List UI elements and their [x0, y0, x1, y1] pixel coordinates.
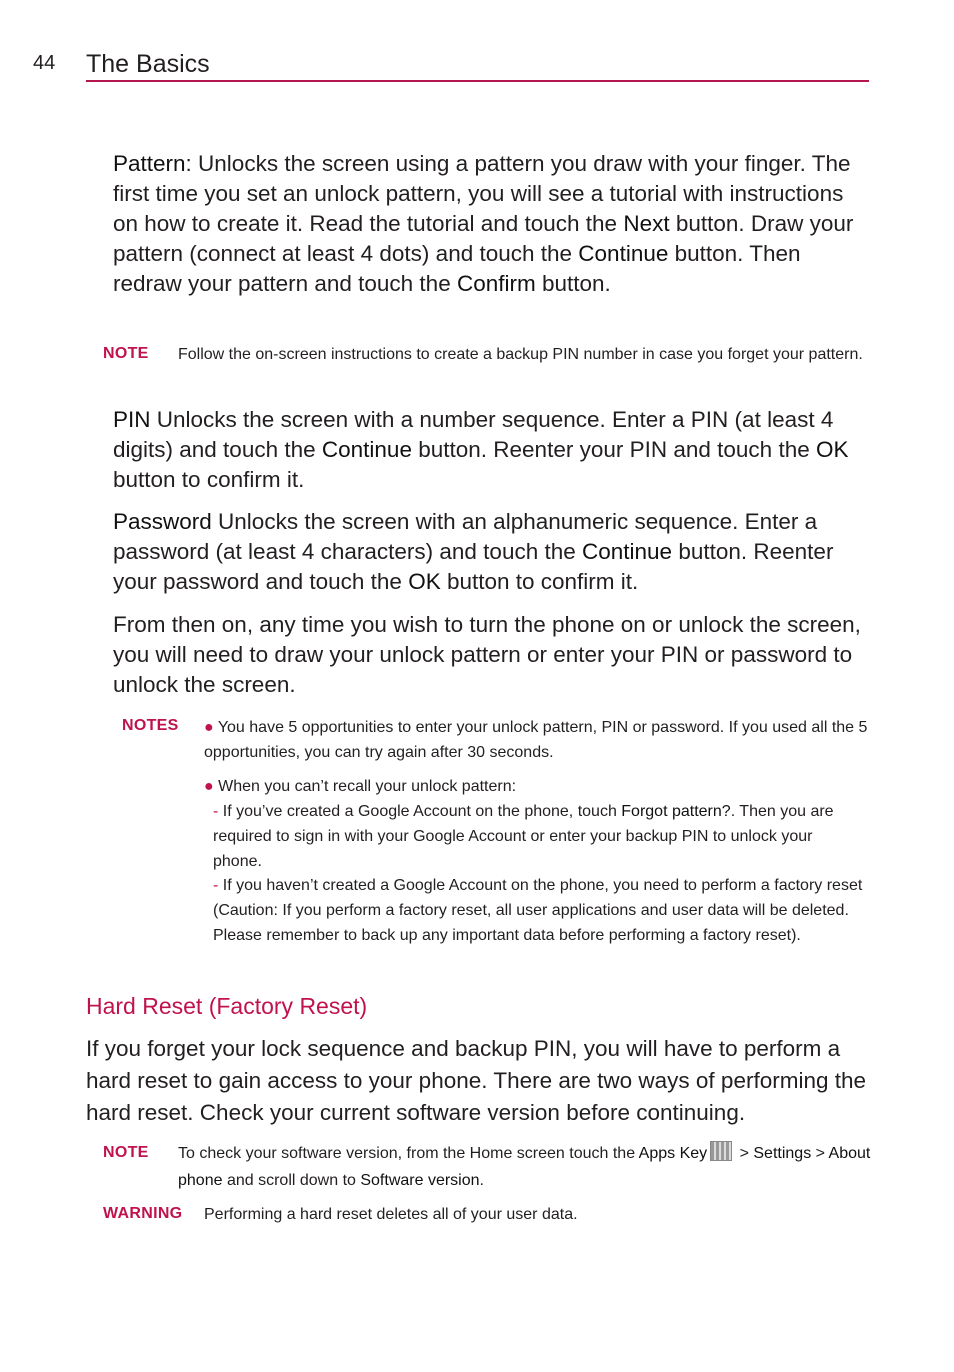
forgot-pattern-term: Forgot pattern?: [621, 803, 731, 820]
sub-1-text-a: If you’ve created a Google Account on the phone, touch: [222, 803, 622, 820]
section-title: The Basics: [86, 50, 210, 78]
pin-text-1: Unlocks the screen with a number sequence. Enter a PIN (at least 4 digits) and touch the: [113, 407, 834, 462]
password-text-1: Unlocks the screen with an alphanumeric sequence. Enter a password (at least 4 characters) and touch the: [113, 509, 818, 564]
notes-bullet-1: [204, 715, 874, 765]
bullet-icon: ●: [204, 778, 214, 795]
notes-sub-1: [213, 799, 863, 874]
pattern-text-3: button. Then redraw your pattern and touch the: [113, 241, 801, 296]
warning-label: WARNING: [103, 1205, 183, 1222]
notes-bullet-2: [204, 774, 874, 799]
pattern-paragraph: [113, 149, 873, 299]
warning-text: Performing a hard reset deletes all of your user data.: [204, 1206, 578, 1223]
note-label-2: NOTE: [103, 1144, 149, 1161]
password-term: Password: [113, 509, 212, 534]
confirm-term: Confirm: [456, 271, 536, 296]
note-2-text-2: and scroll down to: [222, 1172, 361, 1189]
apps-key-icon: [710, 1141, 732, 1161]
pattern-text-1: : Unlocks the screen using a pattern you draw with your finger. The first time you set an unlock pattern, you will see a tutorial with instructions on how to create it. Read the tutorial and touch the: [113, 151, 851, 236]
continue-term: Continue: [321, 437, 412, 462]
dash-icon: -: [213, 877, 219, 894]
bullet-2-text: When you can’t recall your unlock pattern:: [218, 778, 517, 795]
pattern-text-4: button.: [535, 271, 611, 296]
ok-term: OK: [815, 437, 849, 462]
note-text: Follow the on-screen instructions to create a backup PIN number in case you forget your pattern.: [178, 346, 863, 363]
notes-label: NOTES: [122, 717, 179, 734]
ok-term: OK: [408, 569, 441, 594]
software-version-term: Software version: [360, 1172, 480, 1189]
about-phone-term: About phone: [178, 1145, 871, 1189]
separator: >: [735, 1145, 754, 1162]
note-2-text: [178, 1140, 873, 1194]
note-label: NOTE: [103, 345, 149, 362]
pin-term: PIN: [113, 407, 151, 432]
bullet-icon: ●: [204, 719, 214, 736]
note-2-text-1: To check your software version, from the Home screen touch the: [178, 1145, 639, 1162]
next-term: Next: [623, 211, 670, 236]
password-text-2: button. Reenter your password and touch the: [113, 539, 834, 594]
dash-icon: -: [213, 803, 219, 820]
notes-sub-2: [213, 873, 863, 948]
note-2-text-3: .: [479, 1172, 484, 1189]
bullet-1-text: You have 5 opportunities to enter your unlock pattern, PIN or password. If you used all the 5 opportunities, you can try again after 30 seconds.: [204, 719, 868, 761]
sub-1-text-b: . Then you are required to sign in with your Google Account or enter your backup PIN to unlock your phone.: [213, 803, 834, 870]
pin-text-2: button. Reenter your PIN and touch the: [411, 437, 816, 462]
password-text-3: button to confirm it.: [440, 569, 639, 594]
pattern-term: Pattern: [113, 151, 186, 176]
hard-reset-paragraph: If you forget your lock sequence and backup PIN, you will have to perform a hard reset to gain access to your phone. There are two ways of performing the hard reset. Check your current software version before continuing.: [86, 1036, 867, 1125]
settings-term: Settings: [753, 1145, 812, 1162]
sub-2-text: If you haven’t created a Google Account on the phone, you need to perform a factory reset (Caution: If you perform a factory reset, all user applications and user data will be deleted. Please remember to back up any important data before performing a factory reset).: [213, 877, 863, 944]
hard-reset-heading: Hard Reset (Factory Reset): [86, 993, 368, 1019]
apps-key-term: Apps Key: [638, 1145, 708, 1162]
from-then-paragraph: From then on, any time you wish to turn the phone on or unlock the screen, you will need to draw your unlock pattern or enter your PIN or password to unlock the screen.: [113, 612, 861, 697]
pin-text-3: button to confirm it.: [113, 467, 305, 492]
page-number: 44: [33, 52, 56, 74]
continue-term: Continue: [582, 539, 673, 564]
pattern-text-2: button. Draw your pattern (connect at least 4 dots) and touch the: [113, 211, 854, 266]
password-paragraph: [113, 507, 873, 597]
pin-paragraph: [113, 405, 873, 495]
continue-term: Continue: [578, 241, 669, 266]
separator: >: [811, 1145, 829, 1162]
header-rule: [86, 80, 869, 82]
